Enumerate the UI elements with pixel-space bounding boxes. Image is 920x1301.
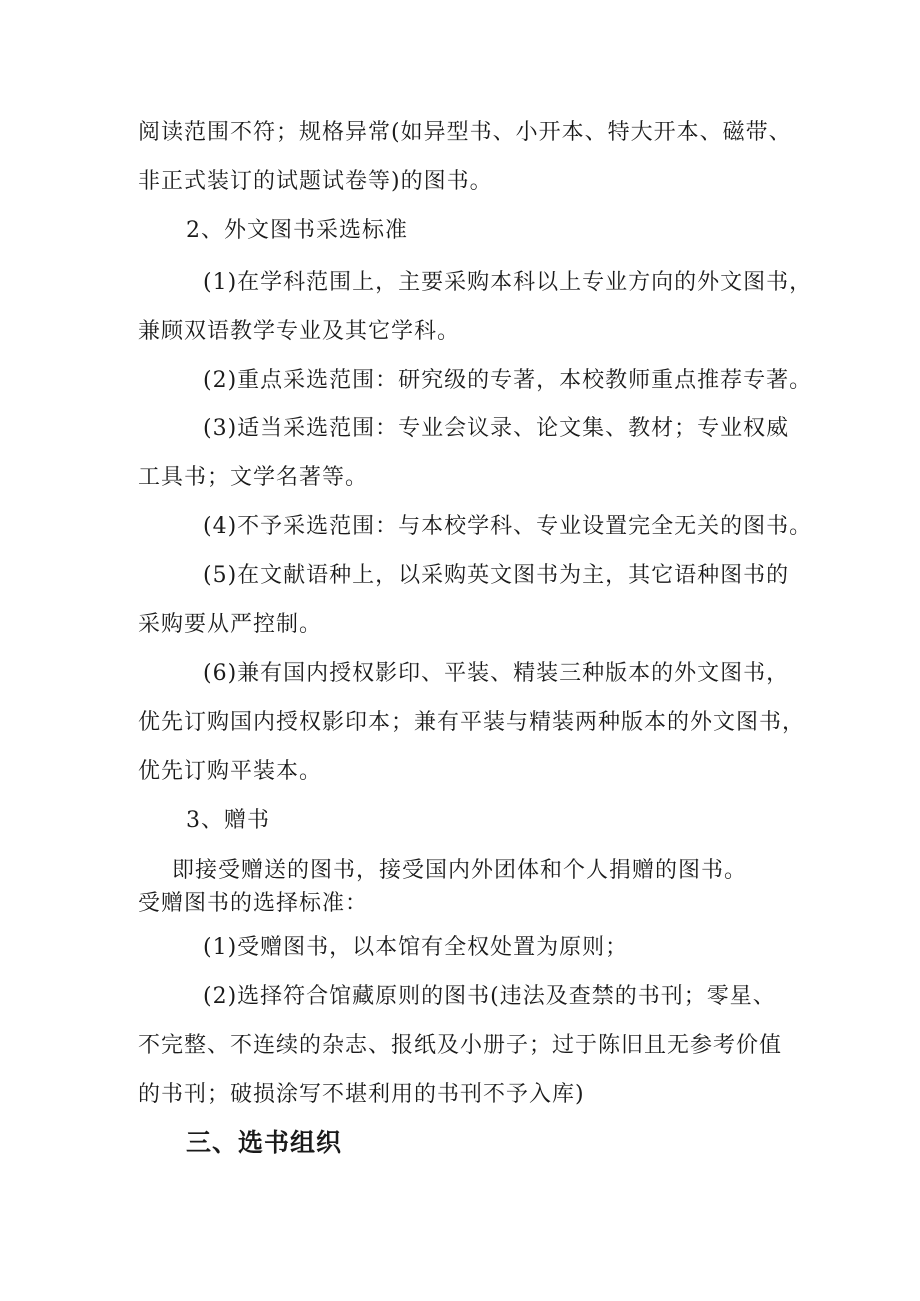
item-6-line-3: 优先订购平装本。	[138, 759, 323, 784]
item-4: (4)不予采选范围：与本校学科、专业设置完全无关的图书。	[203, 514, 813, 539]
item-1-line-1: (1)在学科范围上，主要采购本科以上专业方向的外文图书，	[203, 270, 813, 295]
paragraph-line-2: 非正式装订的试题试卷等)的图书。	[138, 169, 493, 194]
item-6-line-1: (6)兼有国内授权影印、平装、精装三种版本的外文图书，	[203, 661, 790, 686]
donation-item-2-line-3: 的书刊；破损涂写不堪利用的书刊不予入库)	[138, 1082, 585, 1107]
subheading-donated-books: 3、赠书	[186, 808, 270, 833]
section-heading-book-selection: 三、选书组织	[186, 1128, 343, 1157]
item-2: (2)重点采选范围：研究级的专著，本校教师重点推荐专著。	[203, 368, 813, 393]
paragraph-line-1: 阅读范围不符；规格异常(如异型书、小开本、特大开本、磁带、	[138, 120, 792, 145]
subheading-foreign-books: 2、外文图书采选标准	[186, 218, 408, 243]
item-5-line-2: 采购要从严控制。	[138, 612, 323, 637]
item-6-line-2: 优先订购国内授权影印本；兼有平装与精装两种版本的外文图书，	[138, 710, 806, 735]
item-3-line-1: (3)适当采选范围：专业会议录、论文集、教材；专业权威	[203, 416, 790, 441]
donation-intro-line: 即接受赠送的图书，接受国内外团体和个人捐赠的图书。	[172, 858, 748, 883]
donation-criteria-label: 受赠图书的选择标准：	[138, 891, 369, 916]
donation-item-2-line-1: (2)选择符合馆藏原则的图书(违法及查禁的书刊；零星、	[203, 984, 776, 1009]
donation-item-1: (1)受赠图书，以本馆有全权处置为原则；	[203, 935, 629, 960]
item-1-line-2: 兼顾双语教学专业及其它学科。	[138, 319, 461, 344]
donation-item-2-line-2: 不完整、不连续的杂志、报纸及小册子；过于陈旧且无参考价值	[138, 1033, 783, 1058]
item-5-line-1: (5)在文献语种上，以采购英文图书为主，其它语种图书的	[203, 563, 790, 588]
item-3-line-2: 工具书；文学名著等。	[138, 465, 369, 490]
